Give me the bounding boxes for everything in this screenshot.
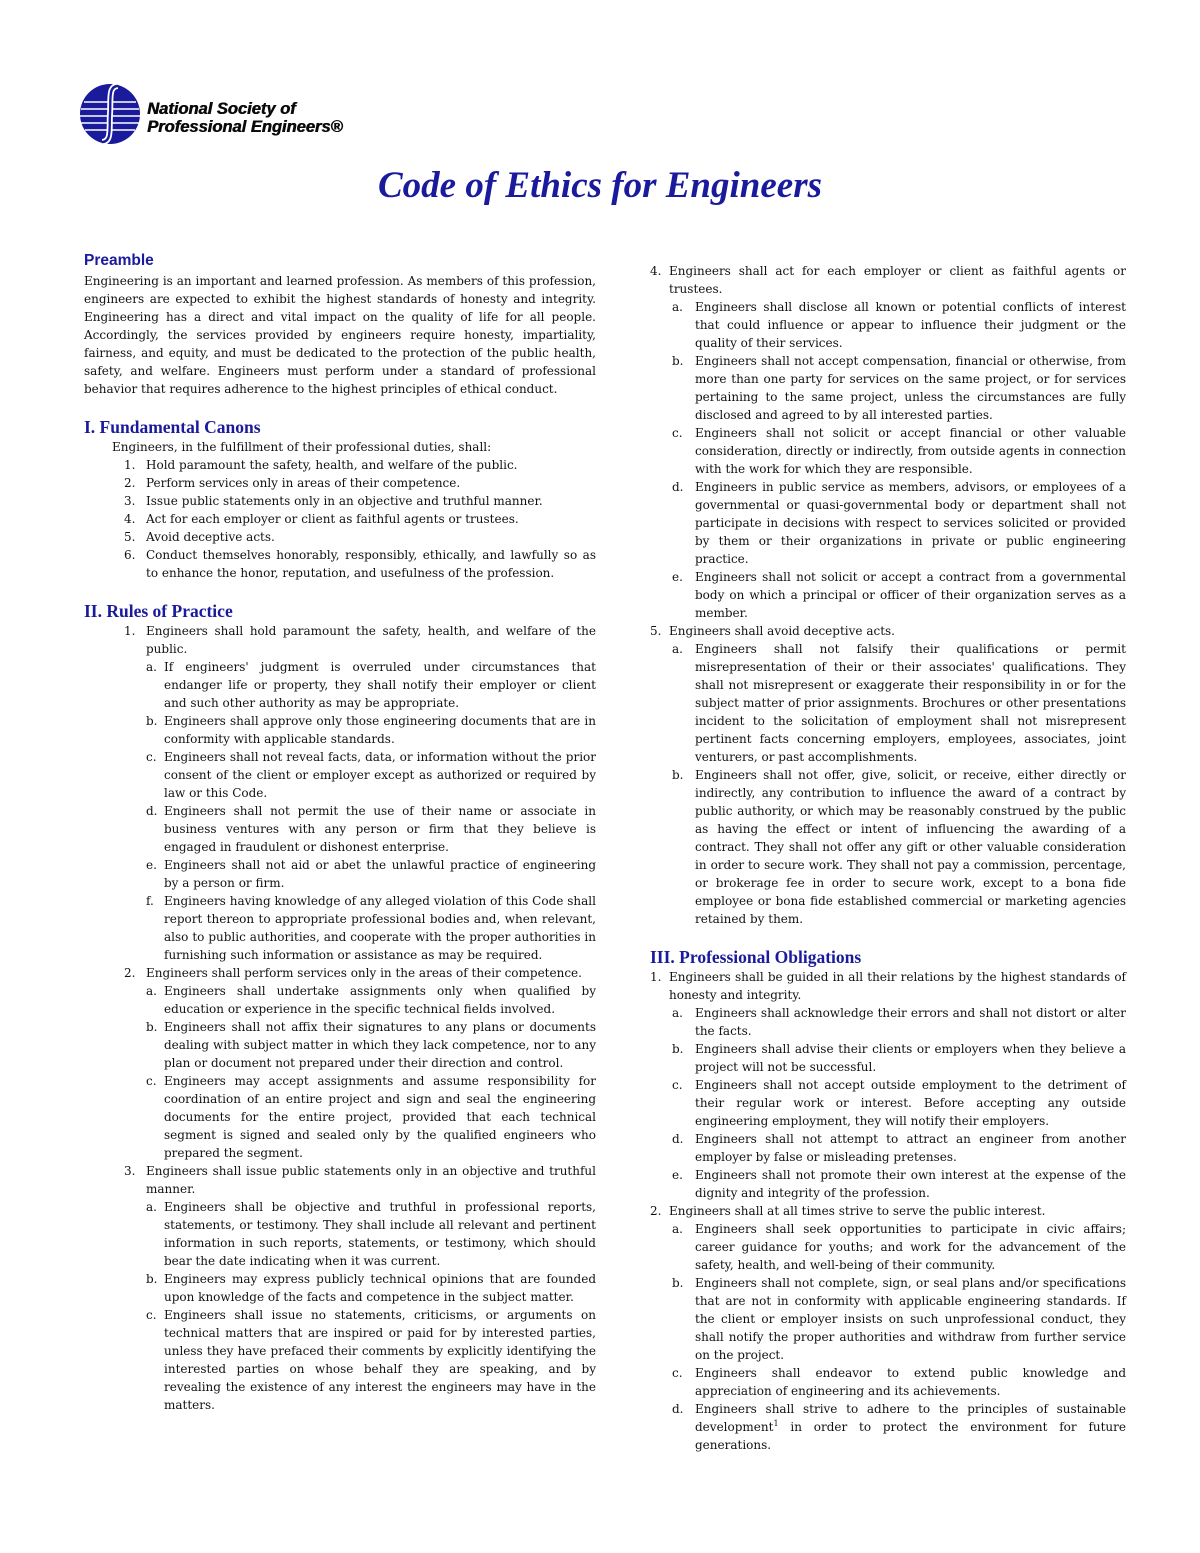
obligation-2-sub: b. Engineers shall not complete, sign, or seal plans and/or specifications that are not in conformity with applicable engineering standards. If the client or employer insists on such unprofessional conduct, they shall notify the proper authorities and withdraw from further service on the project. [672, 1276, 1126, 1362]
rule-4-sub: b. Engineers shall not accept compensation, financial or otherwise, from more than one party for services on the same project, or for services pertaining to the same project, unless the circumstances are fully disclosed and agreed to by all interested parties. [672, 354, 1126, 422]
rules-heading: II. Rules of Practice [84, 601, 233, 621]
canon-item: 2. Perform services only in areas of their competence. [124, 476, 461, 490]
obligation-1-sub: d. Engineers shall not attempt to attract an engineer from another employer by false or misleading pretenses. [672, 1132, 1126, 1164]
rule-1-sub: f. Engineers having knowledge of any alleged violation of this Code shall report thereon to appropriate professional bodies and, when relevant, also to public authorities, and cooperate with the proper authorities in furnishing such information or assistance as may be required. [146, 894, 596, 962]
canon-item: 1. Hold paramount the safety, health, and welfare of the public. [124, 458, 518, 472]
canon-item: 5. Avoid deceptive acts. [124, 530, 275, 544]
rule-4-sub: a. Engineers shall disclose all known or potential conflicts of interest that could influence or appear to influence their judgment or the quality of their services. [672, 300, 1126, 350]
rule-1: 1. Engineers shall hold paramount the safety, health, and welfare of the public. [124, 624, 596, 656]
canons-heading: I. Fundamental Canons [84, 417, 261, 437]
rule-1-sub: d. Engineers shall not permit the use of their name or associate in business ventures with any person or firm that they believe is engaged in fraudulent or dishonest enterprise. [146, 804, 596, 854]
canon-item: 4. Act for each employer or client as faithful agents or trustees. [124, 512, 519, 526]
footnote-marker: 1 [773, 1419, 779, 1428]
rule-4-sub: e. Engineers shall not solicit or accept a contract from a governmental body on which a principal or officer of their organization serves as a member. [672, 570, 1126, 620]
rule-2-sub: b. Engineers shall not affix their signatures to any plans or documents dealing with subject matter in which they lack competence, nor to any plan or document not prepared under their direction and control. [146, 1020, 596, 1070]
obligation-1: 1. Engineers shall be guided in all their relations by the highest standards of honesty and integrity. [650, 970, 1126, 1002]
obligation-1-sub: e. Engineers shall not promote their own interest at the expense of the dignity and integrity of the profession. [672, 1168, 1126, 1200]
rule-1-sub: e. Engineers shall not aid or abet the unlawful practice of engineering by a person or firm. [146, 858, 596, 890]
right-column [650, 262, 1126, 1454]
logo-line-1: National Society of [147, 100, 296, 118]
rule-3-sub: a. Engineers shall be objective and truthful in professional reports, statements, or testimony. They shall include all relevant and pertinent information in such reports, statements, or testimony, which should bear the date indicating when it was current. [146, 1200, 596, 1268]
nspe-emblem-icon [78, 82, 142, 146]
rule-1-sub: b. Engineers shall approve only those engineering documents that are in conformity with applicable standards. [146, 714, 596, 746]
rule-2: 2. Engineers shall perform services only in the areas of their competence. [124, 966, 582, 980]
rule-3: 3. Engineers shall issue public statements only in an objective and truthful manner. [124, 1164, 596, 1196]
page-title: Code of Ethics for Engineers [377, 165, 823, 206]
rule-4-sub: c. Engineers shall not solicit or accept financial or other valuable consideration, directly or indirectly, from outside agents in connection with the work for which they are responsible. [672, 426, 1126, 476]
obligation-2-sub: a. Engineers shall seek opportunities to participate in civic affairs; career guidance for youths; and work for the advancement of the safety, health, and well-being of their community. [672, 1222, 1126, 1272]
obligation-1-sub: c. Engineers shall not accept outside employment to the detriment of their regular work or interest. Before accepting any outside engineering employment, they will notify their employers. [672, 1078, 1126, 1128]
rule-2-sub: c. Engineers may accept assignments and assume responsibility for coordination of an entire project and sign and seal the engineering documents for the entire project, provided that each technical segment is signed and sealed only by the qualified engineers who prepared the segment. [146, 1074, 596, 1160]
obligation-2-sub: c. Engineers shall endeavor to extend public knowledge and appreciation of engineering and its achievements. [672, 1366, 1126, 1398]
obligation-1-sub: b. Engineers shall advise their clients or employers when they believe a project will not be successful. [672, 1042, 1126, 1074]
rule-1-sub: a. If engineers' judgment is overruled under circumstances that endanger life or property, they shall notify their employer or client and such other authority as may be appropriate. [146, 660, 596, 710]
left-column [84, 250, 596, 1414]
rule-4-sub: d. Engineers in public service as members, advisors, or employees of a governmental or quasi-governmental body or department shall not participate in decisions with respect to services solicited or provided by them or their organizations in private or public engineering practice. [672, 480, 1126, 566]
canon-item: 6. Conduct themselves honorably, responsibly, ethically, and lawfully so as to enhance the honor, reputation, and usefulness of the profession. [124, 548, 596, 580]
logo-line-2: Professional Engineers® [147, 118, 343, 136]
rule-5-sub: a. Engineers shall not falsify their qualifications or permit misrepresentation of their or their associates' qualifications. They shall not misrepresent or exaggerate their responsibility in or for the subject matter of prior assignments. Brochures or other presentations incident to the solicitation of employment shall not misrepresent pertinent facts concerning employers, employees, associates, joint venturers, or past accomplishments. [672, 642, 1126, 764]
nspe-logo [78, 82, 418, 152]
obligation-1-sub: a. Engineers shall acknowledge their errors and shall not distort or alter the facts. [672, 1006, 1126, 1038]
canon-item: 3. Issue public statements only in an objective and truthful manner. [124, 494, 543, 508]
rule-5-sub: b. Engineers shall not offer, give, solicit, or receive, either directly or indirectly, any contribution to influence the award of a contract by public authority, or which may be reasonably construed by the public as having the effect or intent of influencing the awarding of a contract. They shall not offer any gift or other valuable consideration in order to secure work. They shall not pay a commission, percentage, or brokerage fee in order to secure work, except to a bona fide employee or bona fide established commercial or marketing agencies retained by them. [672, 768, 1126, 926]
rule-5: 5. Engineers shall avoid deceptive acts. [650, 624, 895, 638]
preamble-heading: Preamble [84, 252, 154, 269]
obligation-2-sub: d. Engineers shall strive to adhere to the principles of sustainable development$^1$ in order to protect the environment for future generations. [672, 1402, 1126, 1452]
obligation-2: 2. Engineers shall at all times strive to serve the public interest. [650, 1204, 1046, 1218]
rule-3-sub: c. Engineers shall issue no statements, criticisms, or arguments on technical matters that are inspired or paid for by interested parties, unless they have prefaced their comments by explicitly identifying the interested parties on whose behalf they are speaking, and by revealing the existence of any interest the engineers may have in the matters. [146, 1308, 596, 1412]
obligations-heading: III. Professional Obligations [650, 947, 862, 967]
preamble-text: Engineering is an important and learned profession. As members of this profession, engineers are expected to exhibit the highest standards of honesty and integrity. Engineering has a direct and vital impact on the quality of life for all people. Accordingly, the services provided by engineers require honesty, impartiality, fairness, and equity, and must be dedicated to the protection of the public health, safety, and welfare. Engineers must perform under a standard of professional behavior that requires adherence to the highest principles of ethical conduct. [84, 274, 596, 396]
rule-3-sub: b. Engineers may express publicly technical opinions that are founded upon knowledge of the facts and competence in the subject matter. [146, 1272, 596, 1304]
canons-intro: Engineers, in the fulfillment of their professional duties, shall: [112, 440, 492, 454]
rule-4: 4. Engineers shall act for each employer or client as faithful agents or trustees. [650, 264, 1126, 296]
rule-1-sub: c. Engineers shall not reveal facts, data, or information without the prior consent of the client or employer except as authorized or required by law or this Code. [146, 750, 596, 800]
rule-2-sub: a. Engineers shall undertake assignments only when qualified by education or experience in the specific technical fields involved. [146, 984, 596, 1016]
